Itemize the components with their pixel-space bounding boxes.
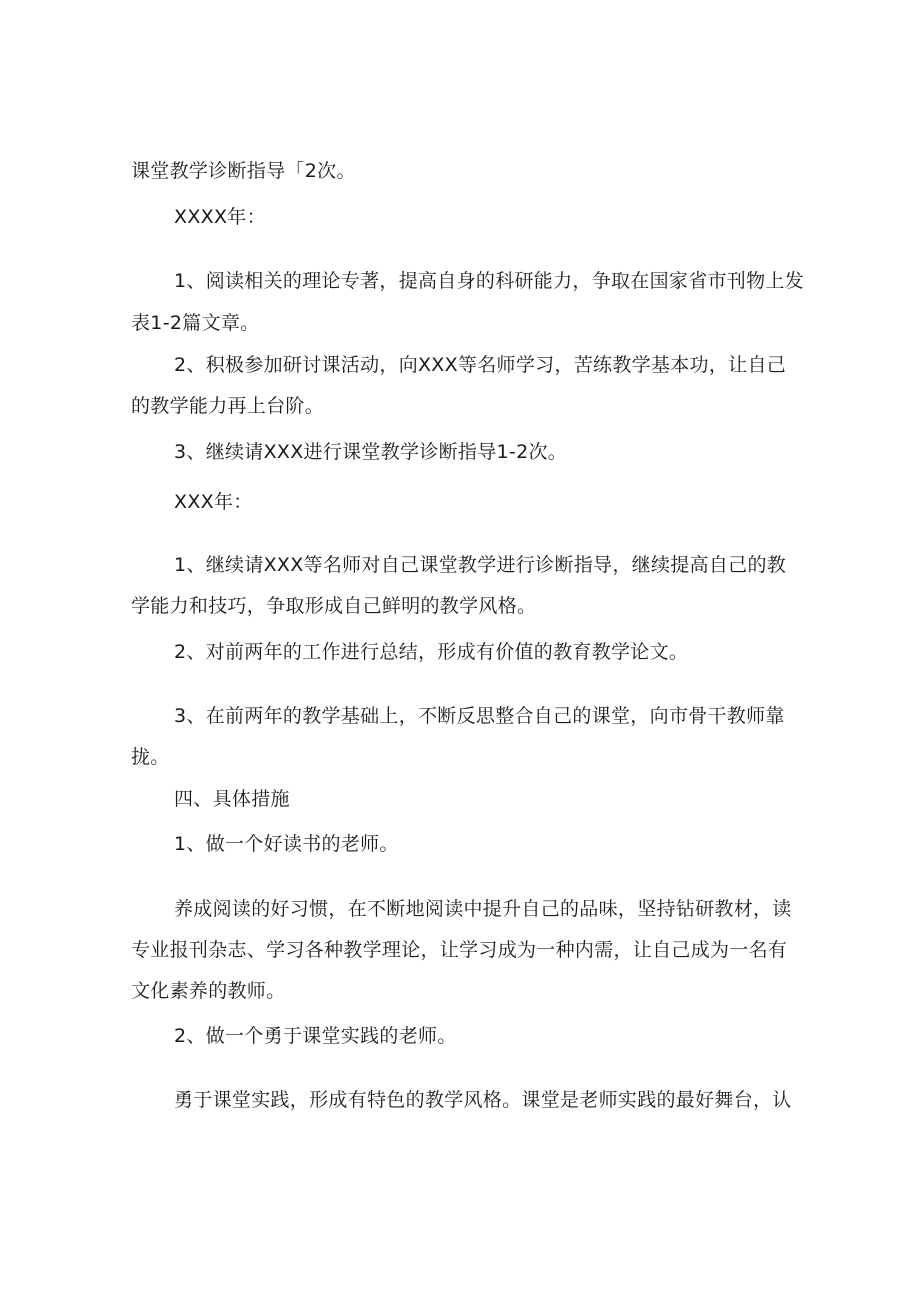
list-item-line: 2、对前两年的工作进行总结，形成有价值的教育教学论文。 bbox=[174, 641, 689, 663]
text-line: 专业报刊杂志、学习各种教学理论，让学习成为一种内需，让自己成为一名有 bbox=[131, 939, 788, 961]
list-item-line: 1、阅读相关的理论专著，提高自身的科研能力，争取在国家省市刊物上发 bbox=[174, 270, 804, 292]
text-line: 的教学能力再上台阶。 bbox=[131, 395, 325, 417]
list-item-line: 1、继续请XXX等名师对自己课堂教学进行诊断指导，继续提高自己的教 bbox=[174, 554, 787, 576]
list-item-line: 3、继续请XXX进行课堂教学诊断指导1-2次。 bbox=[174, 441, 568, 463]
list-item-line: 2、做一个勇于课堂实践的老师。 bbox=[174, 1025, 457, 1047]
list-item-line: 1、做一个好读书的老师。 bbox=[174, 833, 399, 855]
text-line: 文化素养的教师。 bbox=[131, 980, 286, 1002]
text-line: 表1-2篇文章。 bbox=[131, 312, 260, 334]
list-item-line: 3、在前两年的教学基础上，不断反思整合自己的课堂，向市骨干教师靠 bbox=[174, 705, 785, 727]
section-heading-year: XXX年： bbox=[174, 491, 253, 513]
paragraph-line: 勇于课堂实践，形成有特色的教学风格。课堂是老师实践的最好舞台，认 bbox=[174, 1089, 792, 1111]
paragraph-line: 养成阅读的好习惯，在不断地阅读中提升自己的品味，坚持钻研教材，读 bbox=[174, 898, 792, 920]
list-item-line: 2、积极参加研讨课活动，向XXX等名师学习，苦练教学基本功，让自己 bbox=[174, 354, 787, 376]
text-line: 拢。 bbox=[131, 746, 170, 768]
section-heading-year: XXXX年： bbox=[174, 206, 266, 228]
text-line: 课堂教学诊断指导「2次。 bbox=[131, 160, 356, 182]
text-line: 学能力和技巧，争取形成自己鲜明的教学风格。 bbox=[131, 595, 537, 617]
section-heading: 四、具体措施 bbox=[174, 788, 290, 810]
